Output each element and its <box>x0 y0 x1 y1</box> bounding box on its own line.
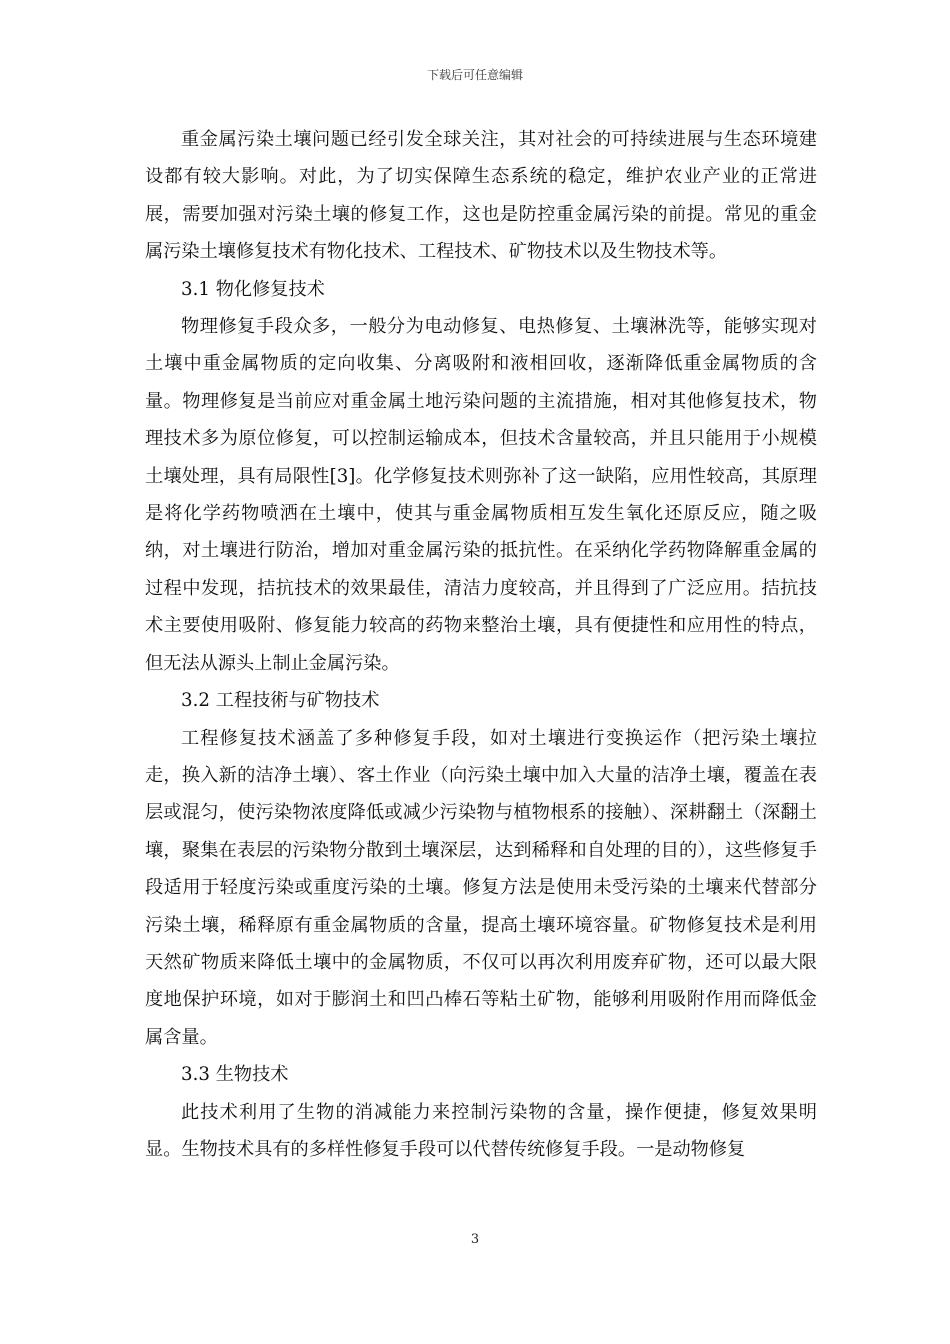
section-body-3-1: 物理修复手段众多，一般分为电动修复、电热修复、土壤淋洗等，能够实现对土壤中重金属物质的定向收集、分离吸附和液相回收，逐渐降低重金属物质的含量。物理修复是当前应对重金属土地污染问题的主流措施，相对其他修复技术，物理技术多为原位修复，可以控制运输成本，但技术含量较高，并且只能用于小规模土壤处理，具有局限性[3]。化学修复技术则弥补了这一缺陷，应用性较高，其原理是将化学药物喷洒在土壤中，使其与重金属物质相互发生氧化还原反应，随之吸纳，对土壤进行防治，增加对重金属污染的抵抗性。在采纳化学药物降解重金属的过程中发现，拮抗技术的效果最佳，清洁力度较高，并且得到了广泛应用。拮抗技术主要使用吸附、修复能力较高的药物来整治土壤，具有便捷性和应用性的特点，但无法从源头上制止金属污染。 <box>145 316 817 674</box>
section-heading-3-3: 3.3 生物技术 <box>181 1064 289 1086</box>
page-number: 3 <box>470 1232 480 1247</box>
section-body-3-2: 工程修复技术涵盖了多种修复手段，如对土壤进行变换运作（把污染土壤拉走，换入新的洁净土壤）、客土作业（向污染土壤中加入大量的洁净土壤，覆盖在表层或混匀，使污染物浓度降低或减少污染物与植物根系的接触）、深耕翻土（深翻土壤，聚集在表层的污染物分散到土壤深层，达到稀释和自处理的目的），这些修复手段适用于轻度污染或重度污染的土壤。修复方法是使用未受污染的土壤来代替部分污染土壤，稀释原有重金属物质的含量，提高土壤环境容量。矿物修复技术是利用天然矿物质来降低土壤中的金属物质，不仅可以再次利用废弃矿物，还可以最大限度地保护环境，如对于膨润土和凹凸棒石等粘土矿物，能够利用吸附作用而降低金属含量。 <box>145 727 817 1048</box>
intro-paragraph: 重金属污染土壤问题已经引发全球关注，其对社会的可持续进展与生态环境建设都有较大影响。对此，为了切实保障生态系统的稳定，维护农业产业的正常进展，需要加强对污染土壤的修复工作，这也是防控重金属污染的前提。常见的重金属污染土壤修复技术有物化技术、工程技术、矿物技术以及生物技术等。 <box>145 129 817 263</box>
document-body <box>145 121 817 1168</box>
section-body-3-3: 此技术利用了生物的消减能力来控制污染物的含量，操作便捷，修复效果明显。生物技术具有的多样性修复手段可以代替传统修复手段。一是动物修复 <box>145 1101 817 1160</box>
section-heading-3-2: 3.2 工程技術与矿物技术 <box>181 690 380 712</box>
page-header: 下载后可任意编辑 <box>426 68 523 82</box>
section-heading-3-1: 3.1 物化修复技术 <box>181 278 325 300</box>
